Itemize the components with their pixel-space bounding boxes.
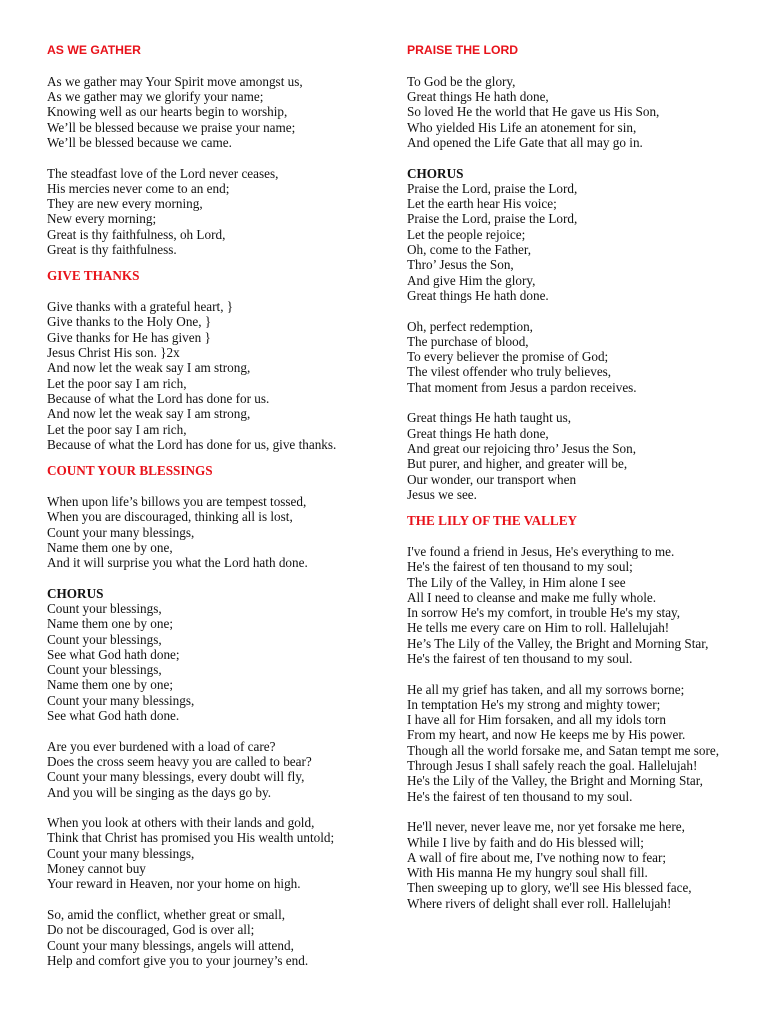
lyric-line: The vilest offender who truly believes, xyxy=(407,364,612,380)
lyric-line: Name them one by one; xyxy=(47,616,173,632)
lyric-line: And opened the Life Gate that all may go in. xyxy=(407,134,643,150)
lyric-line: Count your blessings, xyxy=(47,662,162,678)
stanza xyxy=(47,907,377,968)
lyric-line: Jesus Christ His son. }2x xyxy=(47,345,180,361)
lyric-line: As we gather may we glorify your name; xyxy=(47,89,264,105)
lyric-line: They are new every morning, xyxy=(47,196,203,212)
song-as-we-gather xyxy=(47,43,377,257)
lyric-line: Let the people rejoice; xyxy=(407,226,526,242)
lyric-line: Great things He hath taught us, xyxy=(407,410,572,426)
stanza xyxy=(47,166,377,258)
lyric-line: Your reward in Heaven, nor your home on high. xyxy=(47,876,301,892)
lyric-line: Count your many blessings, xyxy=(47,524,195,540)
lyric-line: Name them one by one, xyxy=(47,539,173,555)
lyric-line: And great our rejoicing thro’ Jesus the Son, xyxy=(407,440,637,456)
stanza xyxy=(407,319,720,395)
chorus-label: CHORUS xyxy=(47,585,104,601)
lyric-line: Give thanks for He has given } xyxy=(47,329,211,345)
left-column xyxy=(47,43,377,968)
lyric-line: Praise the Lord, praise the Lord, xyxy=(407,180,578,196)
lyric-line: He'll never, never leave me, nor yet forsake me here, xyxy=(407,819,685,835)
stanza xyxy=(47,815,377,891)
lyric-line: When upon life’s billows you are tempest tossed, xyxy=(47,493,307,509)
lyric-line: A wall of fire about me, I've nothing now to fear; xyxy=(407,849,667,865)
lyric-line: Great things He hath done, xyxy=(407,425,549,441)
lyric-line: Help and comfort give you to your journey’s end. xyxy=(47,952,309,968)
lyric-line: See what God hath done. xyxy=(47,708,180,724)
lyric-line: Give thanks with a grateful heart, } xyxy=(47,299,234,315)
lyric-line: Count your many blessings, xyxy=(47,845,195,861)
stanza xyxy=(47,74,377,150)
lyric-line: He tells me every care on Him to roll. Hallelujah! xyxy=(407,620,670,636)
lyric-line: Praise the Lord, praise the Lord, xyxy=(407,211,578,227)
lyric-line: Does the cross seem heavy you are called to bear? xyxy=(47,753,312,769)
stanza xyxy=(407,74,720,150)
lyric-line: And now let the weak say I am strong, xyxy=(47,406,251,422)
lyric-line: Thro’ Jesus the Son, xyxy=(407,257,514,273)
lyric-line: When you look at others with their lands and gold, xyxy=(47,815,315,831)
lyric-line: Great is thy faithfulness. xyxy=(47,242,177,258)
lyric-line: He all my grief has taken, and all my sorrows borne; xyxy=(407,681,685,697)
song-title: THE LILY OF THE VALLEY xyxy=(407,513,578,529)
lyric-line: Do not be discouraged, God is over all; xyxy=(47,922,255,938)
right-column xyxy=(407,43,720,911)
lyric-line: He’s The Lily of the Valley, the Bright and Morning Star, xyxy=(407,635,709,651)
song-title: GIVE THANKS xyxy=(47,268,140,284)
lyric-line: Money cannot buy xyxy=(47,861,146,877)
lyric-line: All I need to cleanse and make me fully whole. xyxy=(407,589,657,605)
lyric-line: So, amid the conflict, whether great or small, xyxy=(47,906,286,922)
stanza xyxy=(47,494,377,570)
lyric-line: Count your blessings, xyxy=(47,631,162,647)
song-lily-of-the-valley xyxy=(407,513,720,911)
stanza xyxy=(47,739,377,800)
lyric-line: And you will be singing as the days go by. xyxy=(47,784,272,800)
lyric-line: Where rivers of delight shall ever roll. Hallelujah! xyxy=(407,895,672,911)
lyric-line: The Lily of the Valley, in Him alone I see xyxy=(407,574,626,590)
lyric-line: So loved He the world that He gave us His Son, xyxy=(407,104,660,120)
song-count-your-blessings xyxy=(47,463,377,968)
lyric-line: See what God hath done; xyxy=(47,646,180,662)
lyric-line: To God be the glory, xyxy=(407,73,516,89)
lyric-line: Because of what the Lord has done for us, give thanks. xyxy=(47,436,337,452)
lyric-line: And now let the weak say I am strong, xyxy=(47,360,251,376)
lyric-line: He's the fairest of ten thousand to my soul. xyxy=(407,788,633,804)
lyric-line: We’ll be blessed because we praise your name; xyxy=(47,119,296,135)
stanza xyxy=(47,299,377,452)
stanza xyxy=(407,682,720,804)
lyric-line: As we gather may Your Spirit move amongst us, xyxy=(47,73,303,89)
lyric-line: Are you ever burdened with a load of care? xyxy=(47,738,276,754)
lyric-line: Knowing well as our hearts begin to worship, xyxy=(47,104,288,120)
lyric-line: Oh, perfect redemption, xyxy=(407,318,533,334)
stanza xyxy=(407,410,720,502)
lyric-line: Through Jesus I shall safely reach the goal. Hallelujah! xyxy=(407,758,698,774)
lyric-line: Give thanks to the Holy One, } xyxy=(47,314,212,330)
lyric-line: Our wonder, our transport when xyxy=(407,471,577,487)
lyric-line: Let the earth hear His voice; xyxy=(407,196,557,212)
lyric-line: Count your many blessings, every doubt will fly, xyxy=(47,769,305,785)
song-praise-the-lord xyxy=(407,43,720,502)
lyric-line: The purchase of blood, xyxy=(407,333,529,349)
lyric-line: Great things He hath done. xyxy=(407,287,549,303)
lyric-line: He's the fairest of ten thousand to my soul. xyxy=(407,650,633,666)
lyric-line: Name them one by one; xyxy=(47,677,173,693)
lyric-line: I have all for Him forsaken, and all my idols torn xyxy=(407,712,666,728)
chorus xyxy=(47,586,377,724)
lyric-line: Jesus we see. xyxy=(407,486,477,502)
lyric-line: Who yielded His Life an atonement for sin, xyxy=(407,119,637,135)
lyric-line: Because of what the Lord has done for us. xyxy=(47,390,270,406)
lyric-line: Great things He hath done, xyxy=(407,89,549,105)
lyric-line: I've found a friend in Jesus, He's everything to me. xyxy=(407,543,675,559)
lyric-line: The steadfast love of the Lord never ceases, xyxy=(47,165,279,181)
lyric-line: He's the Lily of the Valley, the Bright and Morning Star, xyxy=(407,773,703,789)
stanza xyxy=(407,544,720,666)
lyric-line: Count your blessings, xyxy=(47,601,162,616)
song-title: AS WE GATHER xyxy=(47,43,141,57)
lyric-line: And it will surprise you what the Lord hath done. xyxy=(47,555,308,571)
lyric-line: To every believer the promise of God; xyxy=(407,349,609,365)
lyric-line: Think that Christ has promised you His wealth untold; xyxy=(47,830,335,846)
lyric-line: While I live by faith and do His blessed will; xyxy=(407,834,644,850)
lyric-line: In sorrow He's my comfort, in trouble He's my stay, xyxy=(407,605,681,621)
lyric-line: In temptation He's my strong and mighty tower; xyxy=(407,696,661,712)
chorus xyxy=(407,166,720,304)
stanza xyxy=(407,819,720,911)
chorus-label: CHORUS xyxy=(407,165,464,181)
lyric-line: His mercies never come to an end; xyxy=(47,180,230,196)
lyric-line: Let the poor say I am rich, xyxy=(47,421,187,437)
lyric-line: That moment from Jesus a pardon receives. xyxy=(407,379,637,395)
lyric-line: Count your many blessings, xyxy=(47,692,195,708)
lyric-line: And give Him the glory, xyxy=(407,272,536,288)
song-title: COUNT YOUR BLESSINGS xyxy=(47,463,213,479)
lyric-line: Count your many blessings, angels will attend, xyxy=(47,937,294,953)
lyric-line: New every morning; xyxy=(47,211,157,227)
lyric-line: Though all the world forsake me, and Satan tempt me sore, xyxy=(407,742,720,758)
lyric-line: But purer, and higher, and greater will be, xyxy=(407,456,628,472)
song-give-thanks xyxy=(47,268,377,452)
lyric-line: From my heart, and now He keeps me by His power. xyxy=(407,727,686,743)
lyric-line: Then sweeping up to glory, we'll see His blessed face, xyxy=(407,880,692,896)
lyric-line: With His manna He my hungry soul shall fill. xyxy=(407,865,648,881)
lyric-line: When you are discouraged, thinking all is lost, xyxy=(47,509,293,525)
lyric-line: He's the fairest of ten thousand to my soul; xyxy=(407,559,633,575)
song-title: PRAISE THE LORD xyxy=(407,43,519,57)
lyric-line: Oh, come to the Father, xyxy=(407,242,531,258)
lyric-line: Let the poor say I am rich, xyxy=(47,375,187,391)
lyric-line: Great is thy faithfulness, oh Lord, xyxy=(47,226,226,242)
lyric-line: We’ll be blessed because we came. xyxy=(47,134,232,150)
